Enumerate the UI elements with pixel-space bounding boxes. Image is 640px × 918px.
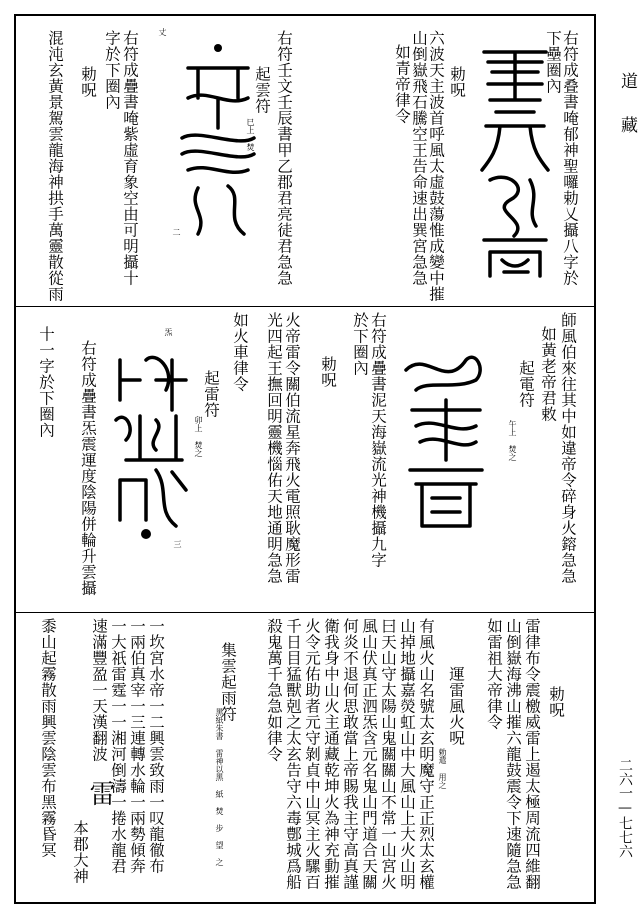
seal-mark: 三	[173, 540, 182, 548]
small-note: 勅遣 用之	[438, 748, 447, 789]
text-column: 勅呪	[448, 66, 466, 98]
talisman-seal	[396, 330, 496, 540]
text-column: 字於下圈內	[103, 30, 121, 110]
text-column: 集雲起雨符	[219, 642, 237, 722]
text-column: 起電符	[517, 360, 535, 408]
text-column: 千日目猛獸剋之太玄告守六毒鄷城爲船	[284, 618, 302, 890]
text-column: 右符成疊書炁震運度陰陽併輪升雲攝	[79, 340, 97, 596]
text-column: 山掉地攝嘉熒虹山中大風山上大火山明	[398, 618, 416, 890]
text-column: 速滿豐盈一天漢翻波	[90, 618, 108, 762]
text-column: 右符成疊書泥天海嶽流光神機攝九字	[369, 312, 387, 568]
seal-label: 炁	[164, 328, 173, 336]
talisman-seal	[168, 38, 271, 248]
text-column: 六波天主波首呼風太虛鼓蕩惟成變中摧	[427, 30, 445, 302]
text-column: 右符成疊書唵紫虛育象空由可明攝十	[121, 30, 139, 286]
text-column: 如黃老帝君敕	[539, 326, 557, 422]
text-column: 如青帝律令	[393, 44, 411, 124]
text-column: 十一字於下圈內	[37, 326, 55, 438]
text-column: 起雲符	[253, 66, 271, 114]
talisman-seal	[106, 340, 196, 540]
text-column: 右符成叠書唵郁神聖囉勅乂攝八字於	[561, 30, 579, 286]
small-note: 午上 焚之	[508, 420, 517, 461]
seal-mark: 二	[172, 228, 181, 236]
text-column: 何炎不退何思敢當上帝賜我主守高真謹	[341, 618, 359, 890]
text-column: 一兩伯真宰一三連轉水輪一兩勢傾奔	[128, 618, 146, 874]
text-column: 於下圈內	[351, 312, 369, 376]
text-column: 運雷風火呪	[447, 666, 465, 746]
text-column: 火令元佑助者元守剝貞中山冥主火騾百	[303, 618, 321, 890]
text-column: 混沌玄黃景駕雲龍海神拱手萬靈散從雨	[46, 30, 64, 302]
text-column: 殺鬼萬千急急如律令	[265, 618, 283, 762]
text-column: 師風伯來往其中如違帝令碎身火鎔急急	[559, 312, 577, 584]
margin-label-top: 道	[617, 72, 637, 91]
page-number: 二六一—七七六	[617, 758, 633, 858]
text-column: 右符壬文壬辰書甲乙郡君亮徒君急急	[275, 30, 293, 286]
talisman-seal	[470, 40, 560, 280]
text-column: 勅呪	[319, 356, 337, 388]
text-column: 起雷符	[202, 370, 220, 418]
small-note: 卯上 焚之	[194, 416, 203, 457]
text-column: 光四起王撫回明靈機惱佑天地通明急急	[265, 312, 283, 584]
text-column: 勅呪	[547, 686, 565, 718]
text-column: 風山伏真正泗炁含元名鬼山門道合天關	[360, 618, 378, 890]
text-column: 下壘圈內	[544, 30, 562, 94]
text-column: 曰天山守太陽山鬼關關山不常一山宮火	[379, 618, 397, 890]
text-column: 本郡大神	[71, 820, 89, 884]
text-column: 一大祇雷霆一一湘河倒濤一捲水龍君	[109, 618, 127, 874]
divider-upper	[16, 306, 594, 307]
divider-lower	[16, 612, 594, 613]
text-column: 有風火山名號太玄明魔守正正烈太玄權	[417, 618, 435, 890]
text-column: 一坎宮水帝一二興雲致雨一叹龍徹布	[147, 618, 165, 874]
text-column: 黍山起霧散雨興雲陰雲布黑霧昏冥	[39, 618, 57, 858]
small-note: 黑紙朱書 雷神以黑 紙 焚 步 望 之	[215, 708, 224, 866]
text-column: 火帝雷令關伯流星奔飛火電照耿魔形雷	[283, 312, 301, 584]
seal-label: 丈	[158, 28, 167, 36]
text-column: 勅呪	[79, 66, 97, 98]
text-column: 山倒嶽飛石騰空王告命速出巽宮急急	[410, 30, 428, 286]
small-note: 巳上 焚	[246, 118, 255, 151]
large-character: 雷	[85, 780, 115, 807]
text-column: 山倒嶽海沸山摧六龍鼓震令下速隨急急	[504, 618, 522, 890]
text-column: 如雷祖大帝律令	[485, 618, 503, 730]
text-column: 雷律布令震檄威雷上遏太極周流四維翻	[523, 618, 541, 890]
text-column: 衛我身中山火主通藏乾坤火為神充動摧	[322, 618, 340, 890]
margin-label-bottom: 藏	[617, 116, 637, 135]
text-column: 如火車律令	[231, 312, 249, 392]
